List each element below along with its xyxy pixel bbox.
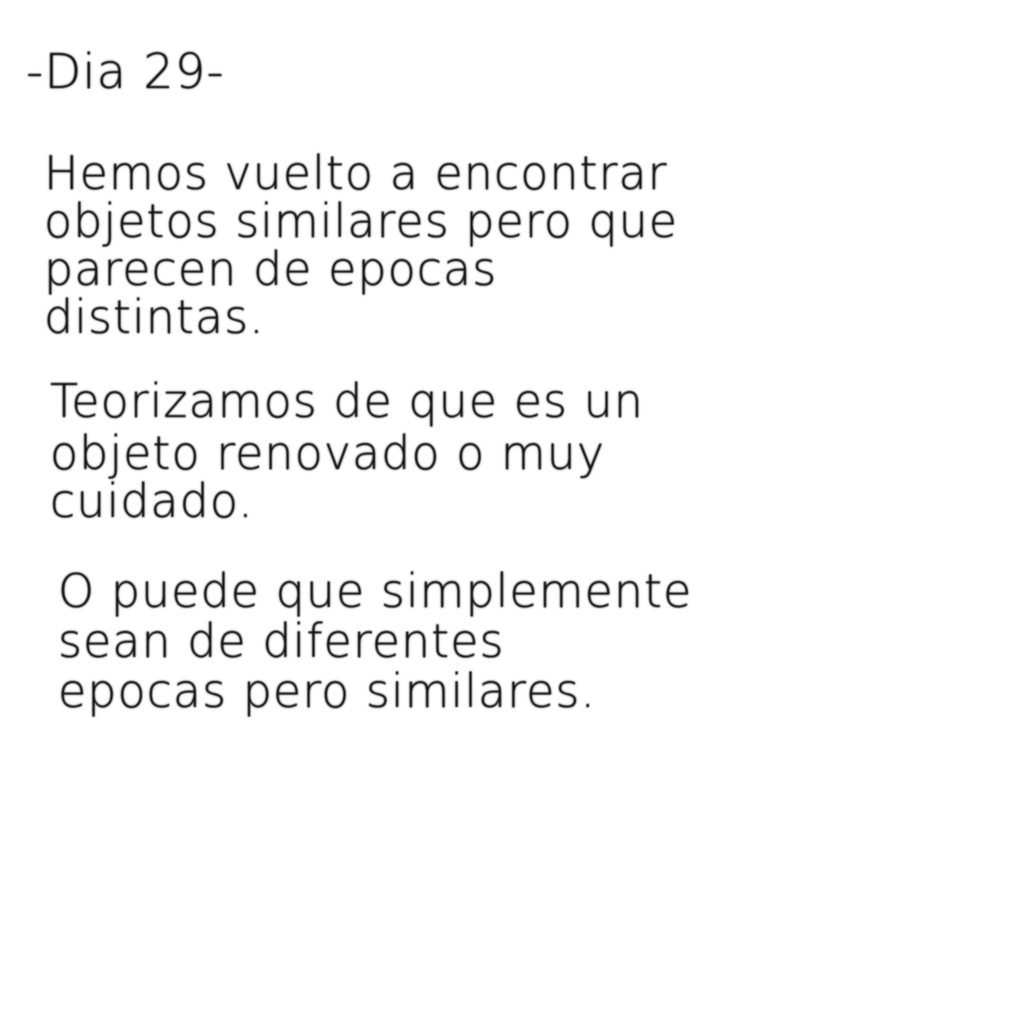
note-title: -Dia 29-: [26, 44, 225, 100]
paragraph-line: distintas.: [44, 290, 265, 344]
paragraph-line: objeto renovado o muy: [50, 426, 606, 480]
paragraph-line: O puede que simplemente: [58, 564, 693, 618]
paragraph-line: sean de diferentes: [58, 614, 505, 668]
paragraph-line: Hemos vuelto a encontrar: [44, 146, 668, 200]
paragraph-line: cuidado.: [50, 474, 254, 528]
paragraph-line: Teorizamos de que es un: [50, 374, 644, 428]
paragraph-line: epocas pero similares.: [58, 664, 596, 718]
paragraph-line: parecen de epocas: [44, 242, 498, 296]
paragraph-line: objetos similares pero que: [44, 194, 679, 248]
